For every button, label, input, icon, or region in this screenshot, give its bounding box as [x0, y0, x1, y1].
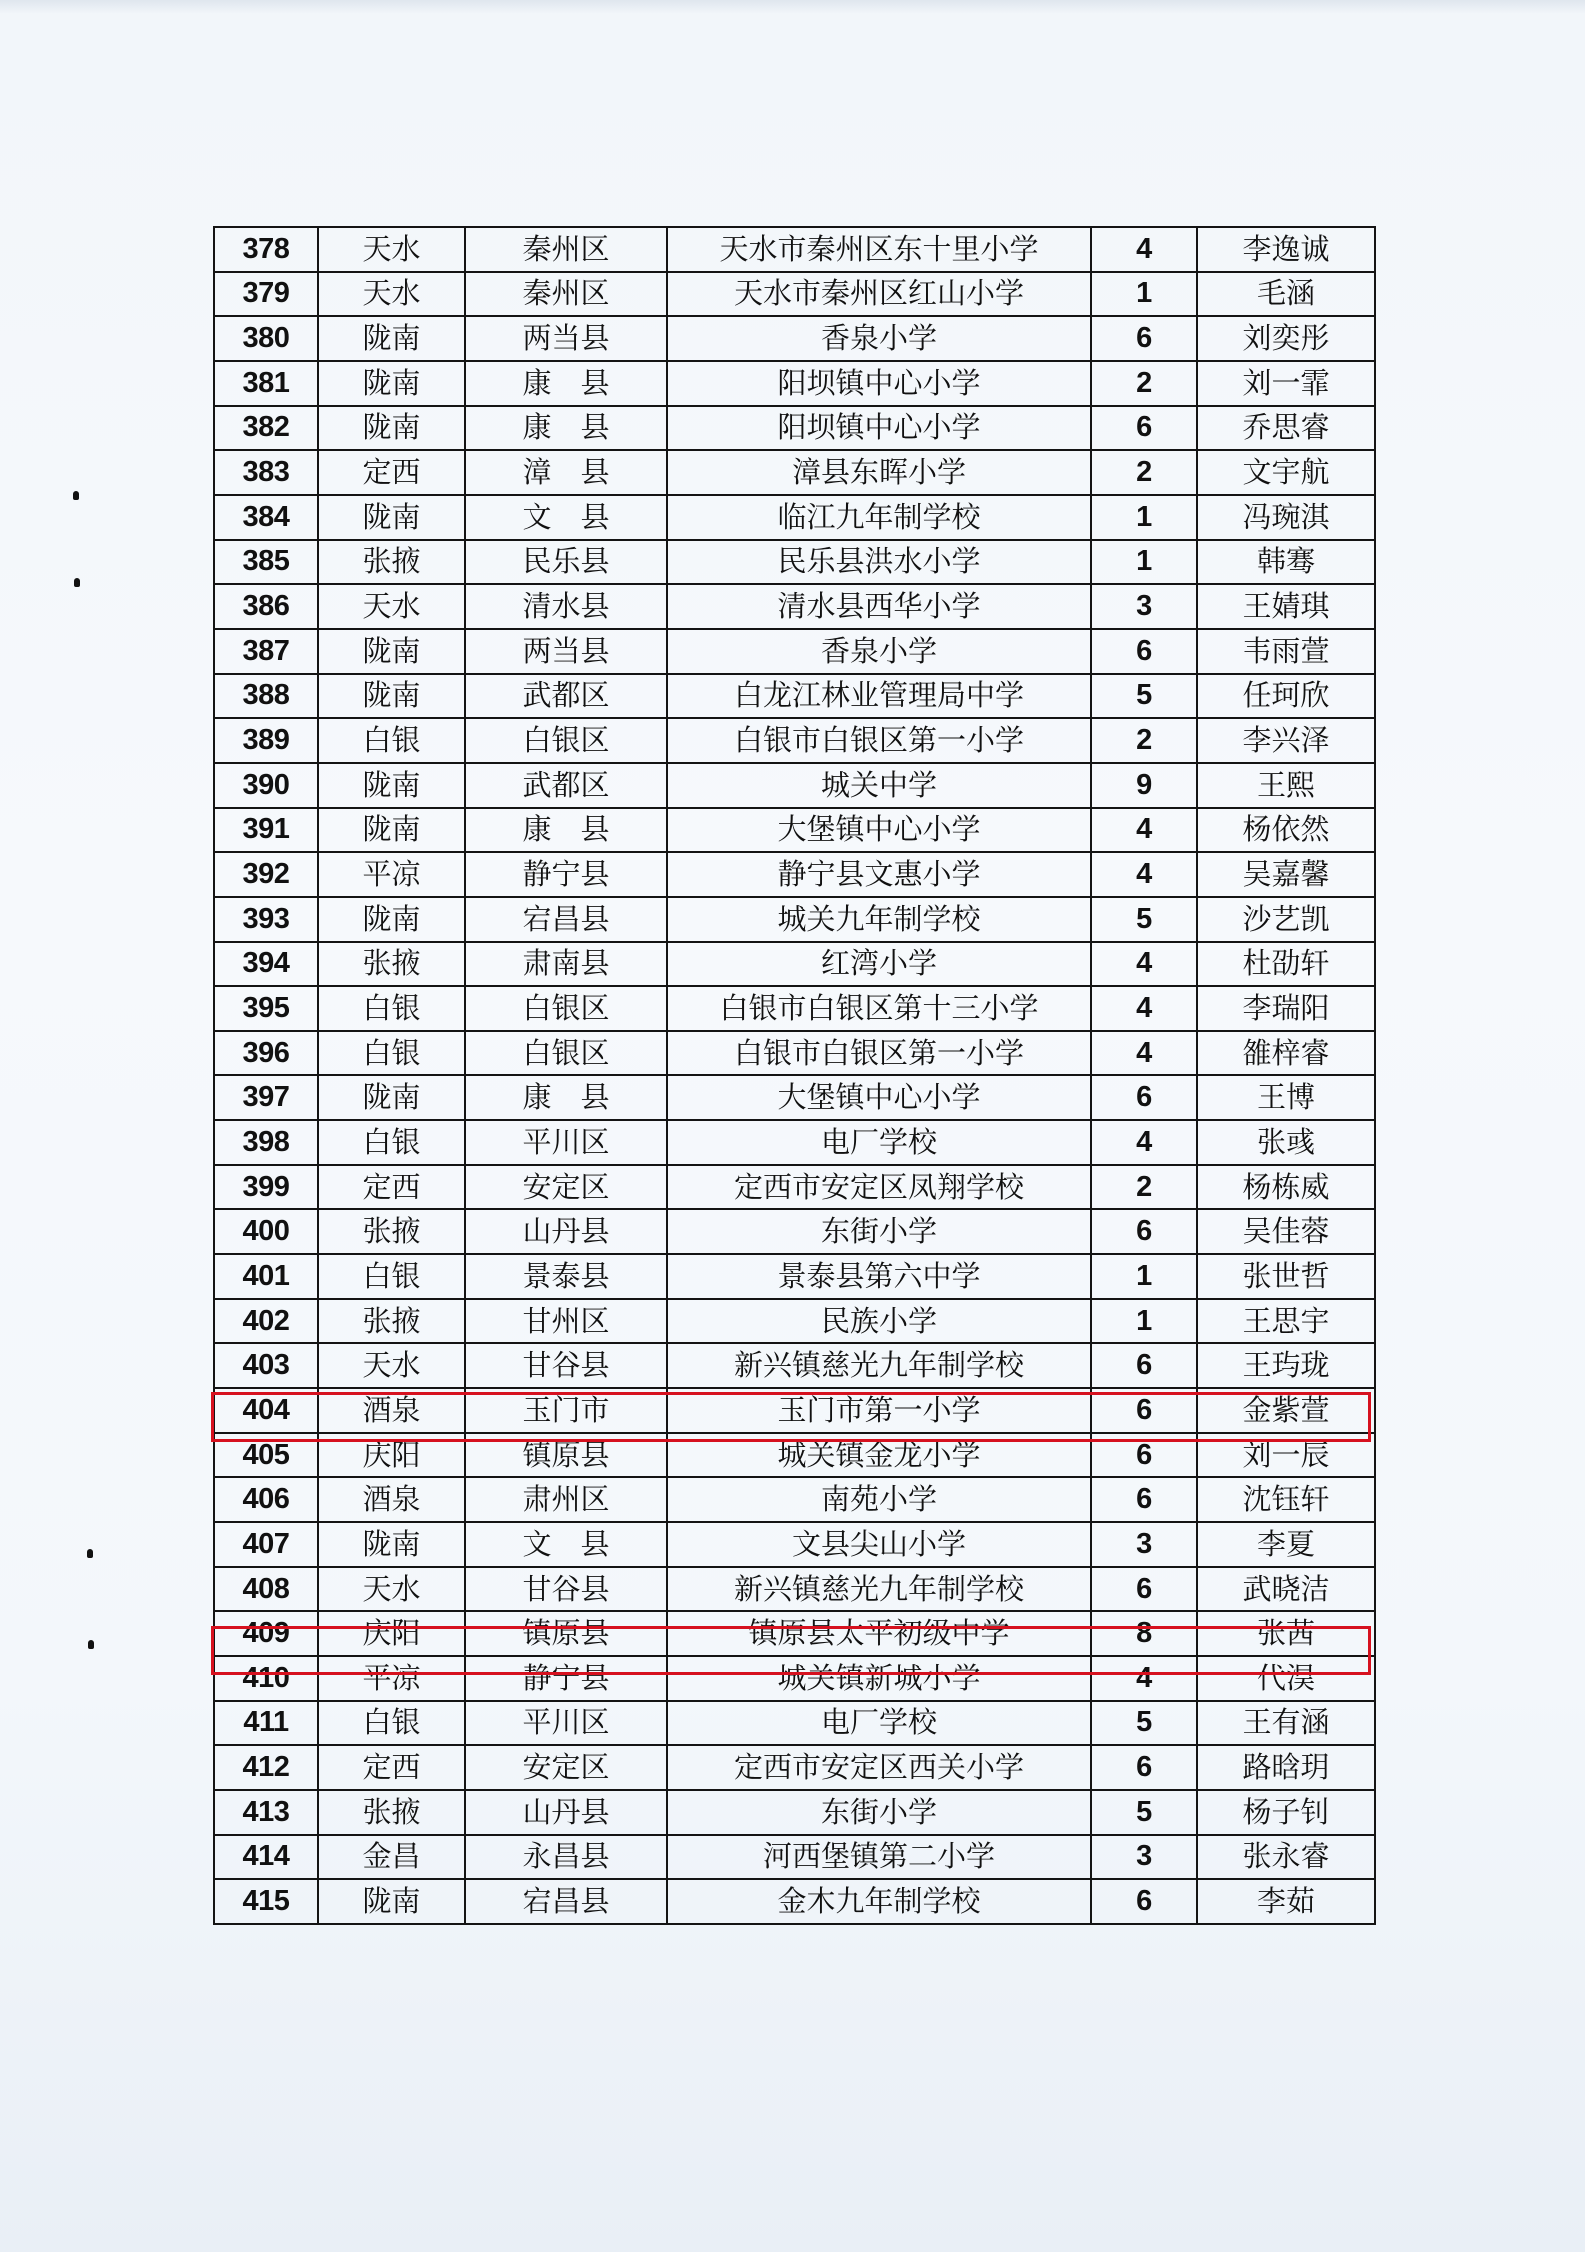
grade-cell: 6 [1091, 1075, 1197, 1120]
table-row [214, 1701, 1375, 1746]
student-name-cell: 刘一辰 [1197, 1433, 1375, 1478]
school-cell: 定西市安定区凤翔学校 [667, 1165, 1091, 1210]
row-number: 414 [214, 1835, 318, 1880]
student-name-cell: 杨栋威 [1197, 1165, 1375, 1210]
county-cell: 两当县 [465, 316, 667, 361]
student-name-cell: 路晗玥 [1197, 1745, 1375, 1790]
city-cell: 庆阳 [318, 1611, 465, 1656]
school-cell: 白银市白银区第十三小学 [667, 986, 1091, 1031]
school-cell: 新兴镇慈光九年制学校 [667, 1567, 1091, 1612]
row-number: 390 [214, 763, 318, 808]
table-row [214, 1254, 1375, 1299]
county-cell: 镇原县 [465, 1433, 667, 1478]
grade-cell: 1 [1091, 1299, 1197, 1344]
student-name-cell: 李瑞阳 [1197, 986, 1375, 1031]
student-name-cell: 王思宇 [1197, 1299, 1375, 1344]
grade-cell: 9 [1091, 763, 1197, 808]
student-name-cell: 韩骞 [1197, 540, 1375, 585]
city-cell: 白银 [318, 1120, 465, 1165]
row-number: 385 [214, 540, 318, 585]
school-cell: 城关九年制学校 [667, 897, 1091, 942]
city-cell: 陇南 [318, 361, 465, 406]
city-cell: 酒泉 [318, 1388, 465, 1433]
city-cell: 陇南 [318, 897, 465, 942]
school-cell: 白龙江林业管理局中学 [667, 674, 1091, 719]
grade-cell: 6 [1091, 406, 1197, 451]
county-cell: 安定区 [465, 1745, 667, 1790]
city-cell: 张掖 [318, 1790, 465, 1835]
row-number: 397 [214, 1075, 318, 1120]
table-row [214, 1790, 1375, 1835]
county-cell: 山丹县 [465, 1790, 667, 1835]
school-cell: 城关镇新城小学 [667, 1656, 1091, 1701]
grade-cell: 4 [1091, 1031, 1197, 1076]
student-name-cell: 刘一霏 [1197, 361, 1375, 406]
grade-cell: 3 [1091, 584, 1197, 629]
row-number: 387 [214, 629, 318, 674]
city-cell: 陇南 [318, 808, 465, 853]
row-number: 396 [214, 1031, 318, 1076]
row-number: 405 [214, 1433, 318, 1478]
county-cell: 静宁县 [465, 852, 667, 897]
student-name-cell: 王有涵 [1197, 1701, 1375, 1746]
city-cell: 陇南 [318, 629, 465, 674]
county-cell: 镇原县 [465, 1611, 667, 1656]
grade-cell: 6 [1091, 1745, 1197, 1790]
school-cell: 红湾小学 [667, 942, 1091, 987]
school-cell: 景泰县第六中学 [667, 1254, 1091, 1299]
grade-cell: 2 [1091, 361, 1197, 406]
city-cell: 白银 [318, 1254, 465, 1299]
school-cell: 文县尖山小学 [667, 1522, 1091, 1567]
school-cell: 南苑小学 [667, 1477, 1091, 1522]
county-cell: 武都区 [465, 763, 667, 808]
student-name-cell: 杜劭轩 [1197, 942, 1375, 987]
student-name-cell: 杨依然 [1197, 808, 1375, 853]
table-row [214, 1745, 1375, 1790]
row-number: 406 [214, 1477, 318, 1522]
student-name-cell: 沙艺凯 [1197, 897, 1375, 942]
school-cell: 天水市秦州区红山小学 [667, 272, 1091, 317]
county-cell: 山丹县 [465, 1209, 667, 1254]
school-cell: 电厂学校 [667, 1120, 1091, 1165]
school-cell: 白银市白银区第一小学 [667, 718, 1091, 763]
row-number: 399 [214, 1165, 318, 1210]
table-row [214, 361, 1375, 406]
school-cell: 民族小学 [667, 1299, 1091, 1344]
grade-cell: 2 [1091, 450, 1197, 495]
student-name-cell: 李兴泽 [1197, 718, 1375, 763]
county-cell: 静宁县 [465, 1656, 667, 1701]
row-number: 411 [214, 1701, 318, 1746]
county-cell: 宕昌县 [465, 1879, 667, 1924]
school-cell: 大堡镇中心小学 [667, 808, 1091, 853]
city-cell: 定西 [318, 1165, 465, 1210]
county-cell: 白银区 [465, 718, 667, 763]
city-cell: 天水 [318, 227, 465, 272]
roster-table [213, 226, 1376, 1925]
student-name-cell: 杨子钊 [1197, 1790, 1375, 1835]
county-cell: 安定区 [465, 1165, 667, 1210]
row-number: 394 [214, 942, 318, 987]
county-cell: 甘州区 [465, 1299, 667, 1344]
school-cell: 大堡镇中心小学 [667, 1075, 1091, 1120]
student-name-cell: 韦雨萱 [1197, 629, 1375, 674]
school-cell: 镇原县太平初级中学 [667, 1611, 1091, 1656]
margin-mark [74, 578, 80, 587]
student-name-cell: 金紫萱 [1197, 1388, 1375, 1433]
school-cell: 玉门市第一小学 [667, 1388, 1091, 1433]
school-cell: 清水县西华小学 [667, 584, 1091, 629]
school-cell: 城关中学 [667, 763, 1091, 808]
row-number: 382 [214, 406, 318, 451]
row-number: 383 [214, 450, 318, 495]
school-cell: 香泉小学 [667, 629, 1091, 674]
county-cell: 康 县 [465, 1075, 667, 1120]
student-name-cell: 代淏 [1197, 1656, 1375, 1701]
table-row [214, 763, 1375, 808]
margin-mark [73, 491, 79, 500]
grade-cell: 4 [1091, 942, 1197, 987]
grade-cell: 5 [1091, 674, 1197, 719]
table-row [214, 1656, 1375, 1701]
student-name-cell: 张彧 [1197, 1120, 1375, 1165]
county-cell: 玉门市 [465, 1388, 667, 1433]
table-row [214, 316, 1375, 361]
table-row [214, 852, 1375, 897]
row-number: 384 [214, 495, 318, 540]
row-number: 407 [214, 1522, 318, 1567]
student-name-cell: 王玙珑 [1197, 1343, 1375, 1388]
grade-cell: 1 [1091, 495, 1197, 540]
county-cell: 景泰县 [465, 1254, 667, 1299]
table-row [214, 227, 1375, 272]
table-row [214, 1120, 1375, 1165]
grade-cell: 6 [1091, 1477, 1197, 1522]
row-number: 386 [214, 584, 318, 629]
county-cell: 武都区 [465, 674, 667, 719]
table-row [214, 1031, 1375, 1076]
city-cell: 陇南 [318, 1075, 465, 1120]
county-cell: 肃南县 [465, 942, 667, 987]
school-cell: 漳县东晖小学 [667, 450, 1091, 495]
school-cell: 静宁县文惠小学 [667, 852, 1091, 897]
county-cell: 秦州区 [465, 227, 667, 272]
student-name-cell: 吴嘉馨 [1197, 852, 1375, 897]
row-number: 393 [214, 897, 318, 942]
student-name-cell: 李茹 [1197, 1879, 1375, 1924]
county-cell: 清水县 [465, 584, 667, 629]
student-name-cell: 张永睿 [1197, 1835, 1375, 1880]
table-row [214, 495, 1375, 540]
table-row [214, 450, 1375, 495]
student-name-cell: 文宇航 [1197, 450, 1375, 495]
school-cell: 临江九年制学校 [667, 495, 1091, 540]
city-cell: 天水 [318, 1343, 465, 1388]
county-cell: 文 县 [465, 1522, 667, 1567]
student-name-cell: 冯琬淇 [1197, 495, 1375, 540]
grade-cell: 4 [1091, 1656, 1197, 1701]
school-cell: 金木九年制学校 [667, 1879, 1091, 1924]
county-cell: 文 县 [465, 495, 667, 540]
county-cell: 甘谷县 [465, 1343, 667, 1388]
roster-table-body [214, 227, 1375, 1924]
city-cell: 陇南 [318, 406, 465, 451]
city-cell: 陇南 [318, 1879, 465, 1924]
city-cell: 陇南 [318, 1522, 465, 1567]
student-name-cell: 王婧琪 [1197, 584, 1375, 629]
grade-cell: 3 [1091, 1835, 1197, 1880]
table-row [214, 1209, 1375, 1254]
student-name-cell: 毛涵 [1197, 272, 1375, 317]
student-name-cell: 李逸诚 [1197, 227, 1375, 272]
school-cell: 定西市安定区西关小学 [667, 1745, 1091, 1790]
city-cell: 陇南 [318, 674, 465, 719]
row-number: 410 [214, 1656, 318, 1701]
school-cell: 城关镇金龙小学 [667, 1433, 1091, 1478]
row-number: 388 [214, 674, 318, 719]
city-cell: 白银 [318, 1701, 465, 1746]
city-cell: 张掖 [318, 540, 465, 585]
county-cell: 秦州区 [465, 272, 667, 317]
roster-table-container [213, 226, 1374, 1925]
margin-mark [87, 1549, 93, 1558]
grade-cell: 1 [1091, 272, 1197, 317]
school-cell: 天水市秦州区东十里小学 [667, 227, 1091, 272]
grade-cell: 4 [1091, 227, 1197, 272]
county-cell: 平川区 [465, 1701, 667, 1746]
grade-cell: 3 [1091, 1522, 1197, 1567]
city-cell: 白银 [318, 986, 465, 1031]
row-number: 409 [214, 1611, 318, 1656]
county-cell: 甘谷县 [465, 1567, 667, 1612]
table-row [214, 1611, 1375, 1656]
row-number: 389 [214, 718, 318, 763]
table-row [214, 1477, 1375, 1522]
table-row [214, 406, 1375, 451]
table-row [214, 1522, 1375, 1567]
table-row [214, 1075, 1375, 1120]
grade-cell: 6 [1091, 1343, 1197, 1388]
table-row [214, 986, 1375, 1031]
city-cell: 张掖 [318, 942, 465, 987]
county-cell: 平川区 [465, 1120, 667, 1165]
student-name-cell: 张世哲 [1197, 1254, 1375, 1299]
student-name-cell: 乔思睿 [1197, 406, 1375, 451]
row-number: 402 [214, 1299, 318, 1344]
grade-cell: 6 [1091, 316, 1197, 361]
city-cell: 白银 [318, 1031, 465, 1076]
row-number: 408 [214, 1567, 318, 1612]
table-row [214, 272, 1375, 317]
city-cell: 平凉 [318, 1656, 465, 1701]
county-cell: 漳 县 [465, 450, 667, 495]
county-cell: 康 县 [465, 808, 667, 853]
grade-cell: 4 [1091, 1120, 1197, 1165]
row-number: 403 [214, 1343, 318, 1388]
county-cell: 肃州区 [465, 1477, 667, 1522]
school-cell: 东街小学 [667, 1790, 1091, 1835]
student-name-cell: 沈钰轩 [1197, 1477, 1375, 1522]
school-cell: 阳坝镇中心小学 [667, 406, 1091, 451]
grade-cell: 6 [1091, 629, 1197, 674]
school-cell: 阳坝镇中心小学 [667, 361, 1091, 406]
row-number: 379 [214, 272, 318, 317]
table-row [214, 1388, 1375, 1433]
grade-cell: 2 [1091, 1165, 1197, 1210]
table-row [214, 718, 1375, 763]
student-name-cell: 刘奕彤 [1197, 316, 1375, 361]
row-number: 381 [214, 361, 318, 406]
row-number: 398 [214, 1120, 318, 1165]
school-cell: 香泉小学 [667, 316, 1091, 361]
city-cell: 陇南 [318, 495, 465, 540]
table-row [214, 808, 1375, 853]
county-cell: 康 县 [465, 361, 667, 406]
table-row [214, 1835, 1375, 1880]
table-row [214, 1567, 1375, 1612]
city-cell: 陇南 [318, 316, 465, 361]
student-name-cell: 李夏 [1197, 1522, 1375, 1567]
grade-cell: 2 [1091, 718, 1197, 763]
row-number: 415 [214, 1879, 318, 1924]
grade-cell: 8 [1091, 1611, 1197, 1656]
county-cell: 宕昌县 [465, 897, 667, 942]
school-cell: 新兴镇慈光九年制学校 [667, 1343, 1091, 1388]
student-name-cell: 王博 [1197, 1075, 1375, 1120]
margin-mark [88, 1640, 94, 1649]
city-cell: 陇南 [318, 763, 465, 808]
county-cell: 白银区 [465, 1031, 667, 1076]
scan-shadow [0, 0, 1585, 14]
table-row [214, 584, 1375, 629]
student-name-cell: 雒梓睿 [1197, 1031, 1375, 1076]
school-cell: 东街小学 [667, 1209, 1091, 1254]
grade-cell: 5 [1091, 1701, 1197, 1746]
school-cell: 电厂学校 [667, 1701, 1091, 1746]
school-cell: 河西堡镇第二小学 [667, 1835, 1091, 1880]
table-row [214, 1165, 1375, 1210]
city-cell: 金昌 [318, 1835, 465, 1880]
table-row [214, 674, 1375, 719]
table-row [214, 942, 1375, 987]
county-cell: 白银区 [465, 986, 667, 1031]
row-number: 401 [214, 1254, 318, 1299]
county-cell: 民乐县 [465, 540, 667, 585]
grade-cell: 4 [1091, 852, 1197, 897]
city-cell: 定西 [318, 450, 465, 495]
table-row [214, 1343, 1375, 1388]
city-cell: 天水 [318, 1567, 465, 1612]
grade-cell: 1 [1091, 540, 1197, 585]
row-number: 404 [214, 1388, 318, 1433]
table-row [214, 629, 1375, 674]
county-cell: 永昌县 [465, 1835, 667, 1880]
city-cell: 天水 [318, 584, 465, 629]
grade-cell: 4 [1091, 986, 1197, 1031]
city-cell: 张掖 [318, 1299, 465, 1344]
table-row [214, 897, 1375, 942]
city-cell: 庆阳 [318, 1433, 465, 1478]
grade-cell: 5 [1091, 1790, 1197, 1835]
row-number: 380 [214, 316, 318, 361]
grade-cell: 6 [1091, 1567, 1197, 1612]
school-cell: 白银市白银区第一小学 [667, 1031, 1091, 1076]
student-name-cell: 任珂欣 [1197, 674, 1375, 719]
row-number: 378 [214, 227, 318, 272]
table-row [214, 1879, 1375, 1924]
table-row [214, 1433, 1375, 1478]
city-cell: 定西 [318, 1745, 465, 1790]
grade-cell: 6 [1091, 1433, 1197, 1478]
grade-cell: 4 [1091, 808, 1197, 853]
grade-cell: 1 [1091, 1254, 1197, 1299]
school-cell: 民乐县洪水小学 [667, 540, 1091, 585]
student-name-cell: 吴佳蓉 [1197, 1209, 1375, 1254]
row-number: 400 [214, 1209, 318, 1254]
student-name-cell: 张茜 [1197, 1611, 1375, 1656]
table-row [214, 1299, 1375, 1344]
city-cell: 平凉 [318, 852, 465, 897]
student-name-cell: 王熙 [1197, 763, 1375, 808]
table-row [214, 540, 1375, 585]
county-cell: 康 县 [465, 406, 667, 451]
grade-cell: 5 [1091, 897, 1197, 942]
row-number: 391 [214, 808, 318, 853]
grade-cell: 6 [1091, 1209, 1197, 1254]
row-number: 395 [214, 986, 318, 1031]
grade-cell: 6 [1091, 1388, 1197, 1433]
county-cell: 两当县 [465, 629, 667, 674]
city-cell: 白银 [318, 718, 465, 763]
student-name-cell: 武晓洁 [1197, 1567, 1375, 1612]
row-number: 413 [214, 1790, 318, 1835]
grade-cell: 6 [1091, 1879, 1197, 1924]
city-cell: 酒泉 [318, 1477, 465, 1522]
row-number: 412 [214, 1745, 318, 1790]
city-cell: 天水 [318, 272, 465, 317]
row-number: 392 [214, 852, 318, 897]
city-cell: 张掖 [318, 1209, 465, 1254]
